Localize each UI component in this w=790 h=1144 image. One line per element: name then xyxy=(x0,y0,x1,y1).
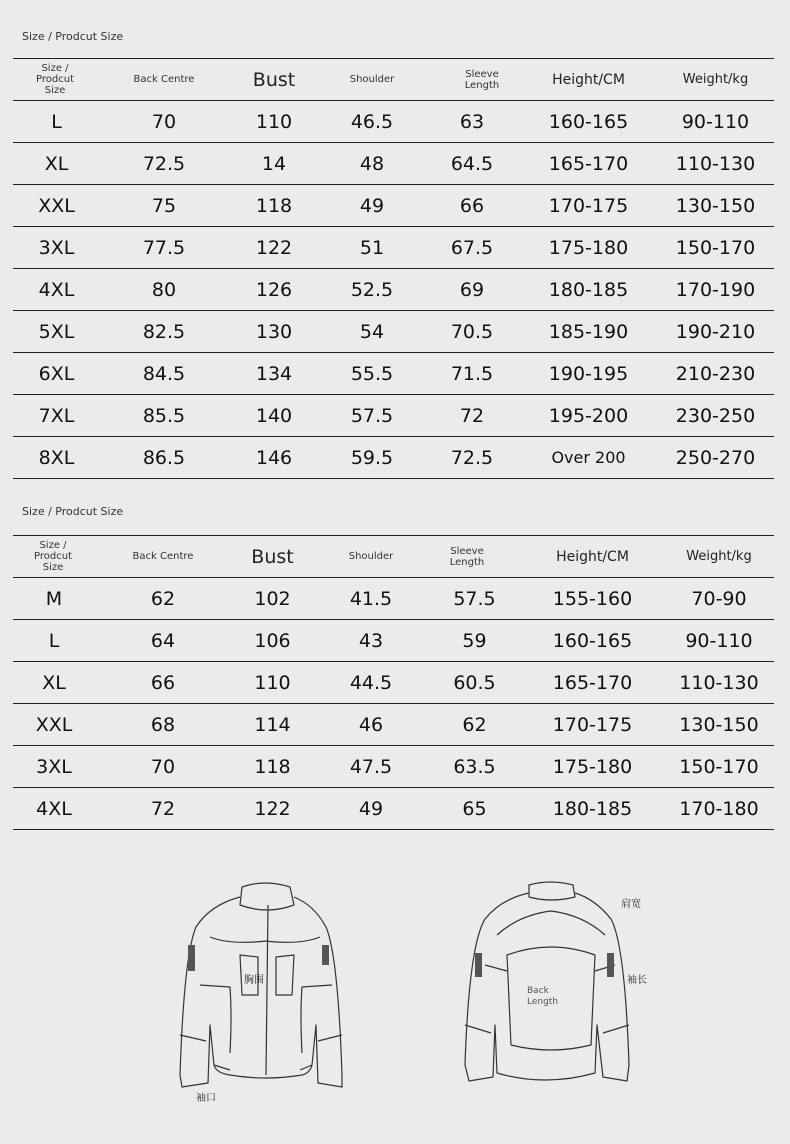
section-title-2: Size / Prodcut Size xyxy=(22,505,124,518)
cell-back-centre: 77.5 xyxy=(100,227,228,269)
table-row xyxy=(13,620,774,662)
cell-sleeve-length: 72.5 xyxy=(424,437,520,479)
cell-shoulder: 47.5 xyxy=(314,746,428,788)
table-row xyxy=(13,662,774,704)
cell-sleeve-length: 65 xyxy=(428,788,521,830)
header-sleeve-length xyxy=(428,536,521,578)
cell-shoulder: 49 xyxy=(314,788,428,830)
cell-weight: 150-170 xyxy=(664,746,774,788)
header-shoulder: Shoulder xyxy=(320,59,424,101)
size-table-2 xyxy=(13,535,774,830)
cell-weight: 230-250 xyxy=(657,395,774,437)
cell-weight: 70-90 xyxy=(664,578,774,620)
cell-bust: 140 xyxy=(228,395,320,437)
cell-height: 155-160 xyxy=(521,578,664,620)
section-title-1: Size / Prodcut Size xyxy=(22,30,124,43)
table-header-row xyxy=(13,536,774,578)
cell-size: 6XL xyxy=(13,353,100,395)
cell-height: 195-200 xyxy=(520,395,657,437)
cell-shoulder: 46.5 xyxy=(320,101,424,143)
cell-bust: 118 xyxy=(231,746,314,788)
cell-weight: 110-130 xyxy=(657,143,774,185)
cell-weight: 90-110 xyxy=(657,101,774,143)
cell-sleeve-length: 69 xyxy=(424,269,520,311)
cell-back-centre: 84.5 xyxy=(100,353,228,395)
cell-height: 175-180 xyxy=(521,746,664,788)
cell-shoulder: 46 xyxy=(314,704,428,746)
cell-back-centre: 70 xyxy=(100,101,228,143)
table-body-1 xyxy=(13,101,774,479)
table-row xyxy=(13,746,774,788)
cell-height: 190-195 xyxy=(520,353,657,395)
cell-sleeve-length: 57.5 xyxy=(428,578,521,620)
cell-size: XL xyxy=(13,143,100,185)
table-row xyxy=(13,143,774,185)
table-row xyxy=(13,311,774,353)
cell-bust: 14 xyxy=(228,143,320,185)
cell-size: 3XL xyxy=(13,746,95,788)
cell-size: 4XL xyxy=(13,788,95,830)
table-row xyxy=(13,101,774,143)
header-size xyxy=(13,536,95,578)
cell-back-centre: 68 xyxy=(95,704,231,746)
cell-bust: 122 xyxy=(228,227,320,269)
header-weight: Weight/kg xyxy=(657,59,774,101)
cell-size: 4XL xyxy=(13,269,100,311)
sleeve-patch-right xyxy=(322,945,329,965)
size-table-1 xyxy=(13,58,774,479)
cell-back-centre: 72.5 xyxy=(100,143,228,185)
cell-sleeve-length: 64.5 xyxy=(424,143,520,185)
table-row xyxy=(13,395,774,437)
cell-back-centre: 64 xyxy=(95,620,231,662)
cell-height: Over 200 xyxy=(520,437,657,479)
cell-bust: 102 xyxy=(231,578,314,620)
back-length-label-2: Length xyxy=(527,997,559,1007)
sleeve-patch-left xyxy=(188,945,195,971)
cell-weight: 170-190 xyxy=(657,269,774,311)
cell-shoulder: 43 xyxy=(314,620,428,662)
cell-bust: 114 xyxy=(231,704,314,746)
cell-size: L xyxy=(13,101,100,143)
header-bust: Bust xyxy=(231,536,314,578)
header-size-label: Size / Prodcut Size xyxy=(34,540,72,573)
shoulder-label: 肩宽 xyxy=(621,899,641,910)
cell-sleeve-length: 66 xyxy=(424,185,520,227)
table-row xyxy=(13,704,774,746)
cell-back-centre: 80 xyxy=(100,269,228,311)
back-length-label-1: Back xyxy=(527,986,549,996)
cell-weight: 130-150 xyxy=(664,704,774,746)
cell-shoulder: 49 xyxy=(320,185,424,227)
cell-back-centre: 85.5 xyxy=(100,395,228,437)
table-row xyxy=(13,269,774,311)
cell-sleeve-length: 59 xyxy=(428,620,521,662)
cell-height: 170-175 xyxy=(521,704,664,746)
cell-weight: 130-150 xyxy=(657,185,774,227)
cell-height: 185-190 xyxy=(520,311,657,353)
header-size xyxy=(13,59,100,101)
header-weight: Weight/kg xyxy=(664,536,774,578)
cell-size: XXL xyxy=(13,704,95,746)
cell-bust: 106 xyxy=(231,620,314,662)
cell-bust: 126 xyxy=(228,269,320,311)
cell-sleeve-length: 63.5 xyxy=(428,746,521,788)
cell-back-centre: 82.5 xyxy=(100,311,228,353)
table-row xyxy=(13,227,774,269)
cell-shoulder: 48 xyxy=(320,143,424,185)
cell-bust: 134 xyxy=(228,353,320,395)
cell-height: 165-170 xyxy=(520,143,657,185)
header-sleeve-label: Sleeve Length xyxy=(464,68,500,91)
header-shoulder: Shoulder xyxy=(314,536,428,578)
cell-shoulder: 57.5 xyxy=(320,395,424,437)
sleeve-patch-right xyxy=(607,953,614,977)
header-sleeve-length xyxy=(424,59,520,101)
bust-label: 胸围 xyxy=(244,975,264,986)
cell-sleeve-length: 60.5 xyxy=(428,662,521,704)
jacket-back-figure xyxy=(455,875,655,1100)
cell-bust: 122 xyxy=(231,788,314,830)
jacket-front-figure xyxy=(170,875,350,1110)
cell-weight: 110-130 xyxy=(664,662,774,704)
cell-sleeve-length: 70.5 xyxy=(424,311,520,353)
cell-weight: 170-180 xyxy=(664,788,774,830)
table-header-row xyxy=(13,59,774,101)
table-body-2 xyxy=(13,578,774,830)
cell-bust: 146 xyxy=(228,437,320,479)
cell-shoulder: 54 xyxy=(320,311,424,353)
cell-back-centre: 86.5 xyxy=(100,437,228,479)
cell-weight: 190-210 xyxy=(657,311,774,353)
cell-height: 175-180 xyxy=(520,227,657,269)
cell-shoulder: 44.5 xyxy=(314,662,428,704)
table-row xyxy=(13,353,774,395)
table-row xyxy=(13,185,774,227)
cell-weight: 210-230 xyxy=(657,353,774,395)
cell-weight: 150-170 xyxy=(657,227,774,269)
cell-bust: 110 xyxy=(228,101,320,143)
cell-shoulder: 52.5 xyxy=(320,269,424,311)
cell-size: 7XL xyxy=(13,395,100,437)
header-back-centre: Back Centre xyxy=(95,536,231,578)
cell-shoulder: 41.5 xyxy=(314,578,428,620)
cell-back-centre: 72 xyxy=(95,788,231,830)
cell-size: L xyxy=(13,620,95,662)
cell-size: 8XL xyxy=(13,437,100,479)
header-size-label: Size / Prodcut Size xyxy=(36,63,74,96)
cell-shoulder: 59.5 xyxy=(320,437,424,479)
cell-back-centre: 70 xyxy=(95,746,231,788)
cell-bust: 110 xyxy=(231,662,314,704)
cell-back-centre: 75 xyxy=(100,185,228,227)
sleeve-length-label: 袖长 xyxy=(627,975,647,986)
header-height: Height/CM xyxy=(520,59,657,101)
cell-height: 180-185 xyxy=(521,788,664,830)
cell-bust: 130 xyxy=(228,311,320,353)
table-row xyxy=(13,437,774,479)
cell-size: XXL xyxy=(13,185,100,227)
cell-shoulder: 55.5 xyxy=(320,353,424,395)
cuff-label: 袖口 xyxy=(196,1093,216,1104)
table-row xyxy=(13,578,774,620)
cell-sleeve-length: 62 xyxy=(428,704,521,746)
cell-sleeve-length: 67.5 xyxy=(424,227,520,269)
cell-back-centre: 66 xyxy=(95,662,231,704)
cell-sleeve-length: 63 xyxy=(424,101,520,143)
cell-weight: 90-110 xyxy=(664,620,774,662)
header-height: Height/CM xyxy=(521,536,664,578)
cell-sleeve-length: 71.5 xyxy=(424,353,520,395)
cell-back-centre: 62 xyxy=(95,578,231,620)
cell-height: 160-165 xyxy=(521,620,664,662)
cell-size: XL xyxy=(13,662,95,704)
cell-size: 5XL xyxy=(13,311,100,353)
cell-sleeve-length: 72 xyxy=(424,395,520,437)
cell-shoulder: 51 xyxy=(320,227,424,269)
cell-size: 3XL xyxy=(13,227,100,269)
cell-height: 160-165 xyxy=(520,101,657,143)
sleeve-patch-left xyxy=(475,953,482,977)
cell-height: 170-175 xyxy=(520,185,657,227)
table-row xyxy=(13,788,774,830)
cell-bust: 118 xyxy=(228,185,320,227)
cell-height: 180-185 xyxy=(520,269,657,311)
cell-height: 165-170 xyxy=(521,662,664,704)
header-sleeve-label: Sleeve Length xyxy=(449,545,485,568)
cell-weight: 250-270 xyxy=(657,437,774,479)
cell-size: M xyxy=(13,578,95,620)
header-bust: Bust xyxy=(228,59,320,101)
header-back-centre: Back Centre xyxy=(100,59,228,101)
